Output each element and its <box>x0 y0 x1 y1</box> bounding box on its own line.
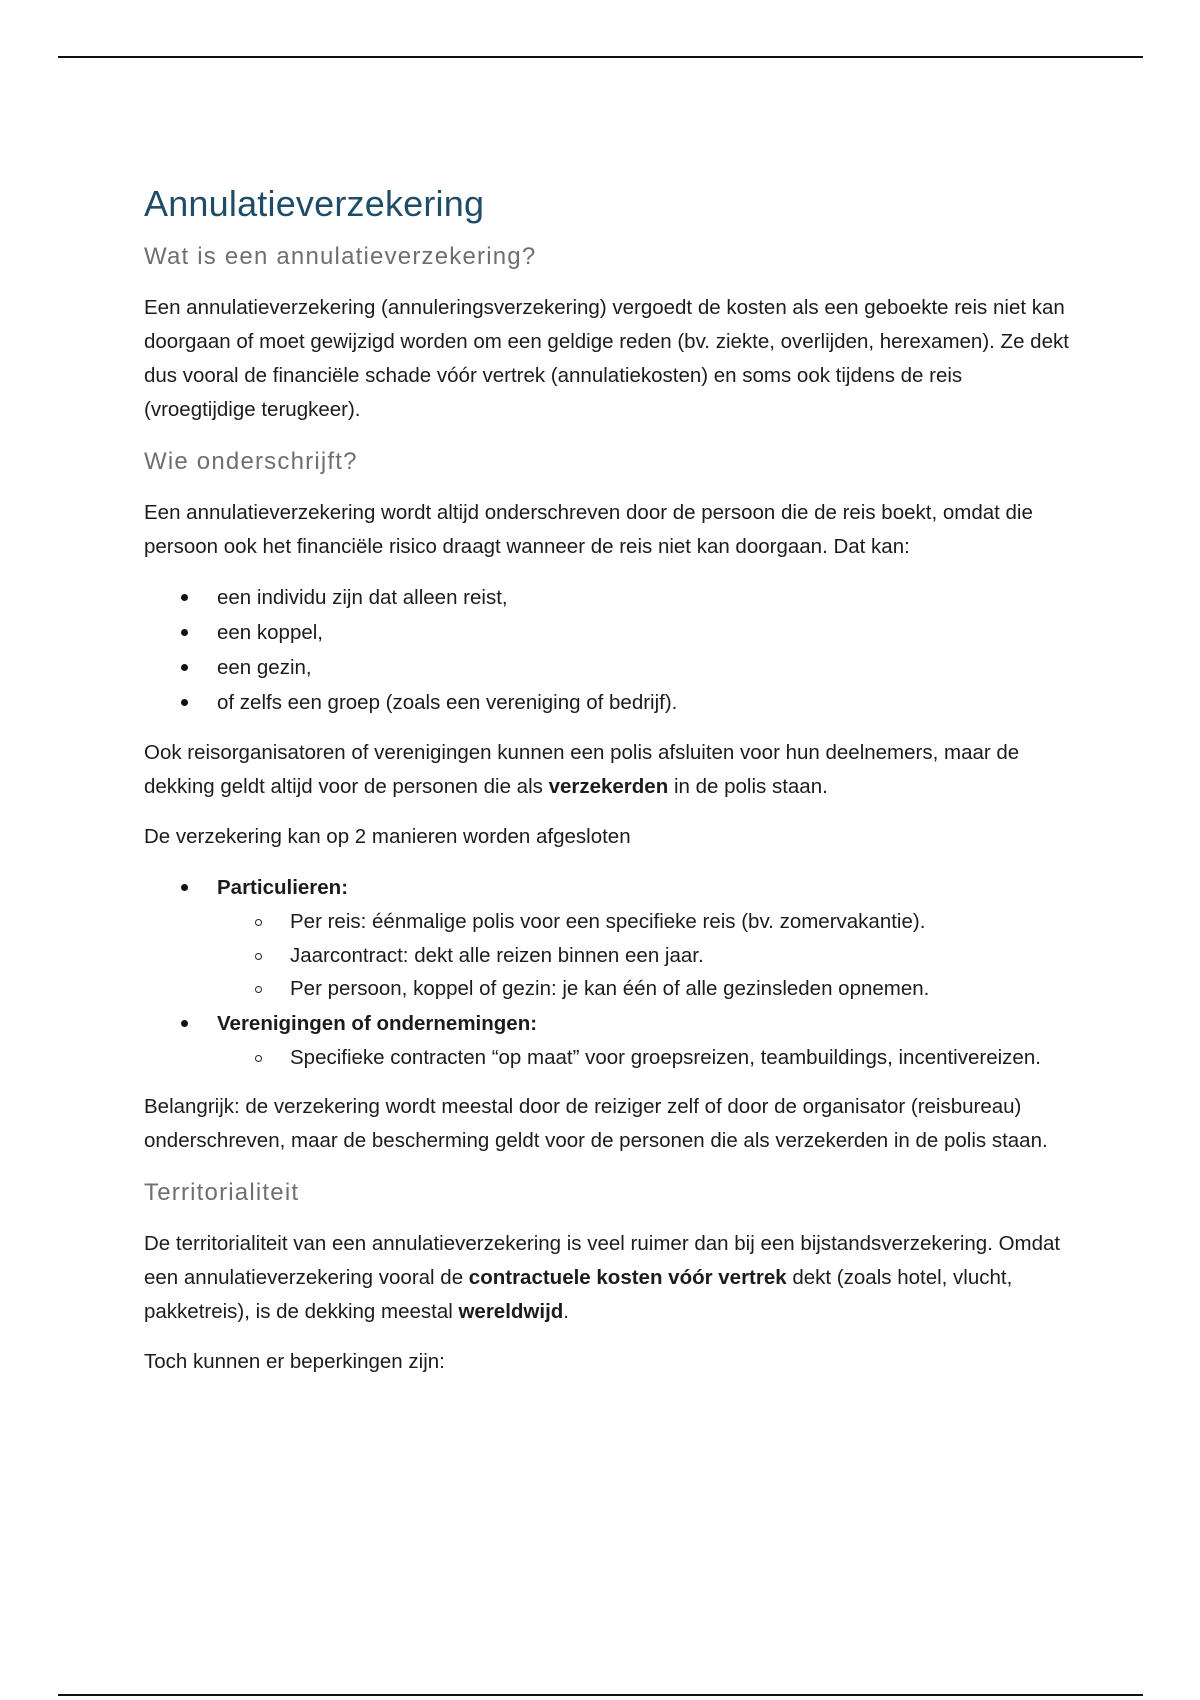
bullet-icon <box>181 594 188 601</box>
sub-list-item: Jaarcontract: dekt alle reizen binnen een jaar. <box>217 939 1074 973</box>
list-item <box>144 1006 1074 1075</box>
sub-list-item: Per persoon, koppel of gezin: je kan één of alle gezinsleden opnemen. <box>217 972 1074 1006</box>
paragraph-limitations: Toch kunnen er beperkingen zijn: <box>144 1350 445 1373</box>
bullet-icon <box>181 699 188 706</box>
paragraph-ways: De verzekering kan op 2 manieren worden afgesloten <box>144 825 631 848</box>
bullet-icon <box>181 1020 188 1027</box>
paragraph-who-intro: Een annulatieverzekering wordt altijd onderschreven door de persoon die de reis boekt, omdat die persoon ook het financiële risico draagt wanneer de reis niet kan doorgaan. Dat kan: <box>144 501 1033 558</box>
sub-list <box>217 1041 1074 1075</box>
list-item: een gezin, <box>144 650 1074 685</box>
section-heading-what: Wat is een annulatieverzekering? <box>144 243 537 270</box>
list-item-label: Particulieren: <box>217 876 349 899</box>
circle-bullet-icon <box>255 1055 262 1062</box>
list-item: een koppel, <box>144 615 1074 650</box>
bullet-icon <box>181 629 188 636</box>
paragraph-territoriality: De territorialiteit van een annulatieverzekering is veel ruimer dan bij een bijstandsverzekering. Omdat een annulatieverzekering vooral de contractuele kosten vóór vertrek dekt (zoals hotel, vlucht, pakketreis), is de dekking meestal wereldwijd. <box>144 1232 1061 1323</box>
paragraph-definition: Een annulatieverzekering (annuleringsverzekering) vergoedt de kosten als een geboekte reis niet kan doorgaan of moet gewijzigd worden om een geldige reden (bv. ziekte, overlijden, herexamen). Ze dekt dus vooral de financiële schade vóór vertrek (annulatiekosten) en soms ook tijdens de reis (vroegtijdige terugkeer). <box>144 296 1069 421</box>
sub-list <box>217 905 1074 1006</box>
contract-types-list <box>144 870 1074 1074</box>
list-item-label: Verenigingen of ondernemingen: <box>217 1011 538 1035</box>
paragraph-important: Belangrijk: de verzekering wordt meestal door de reiziger zelf of door de organisator (reisbureau) onderschreven, maar de bescherming geldt voor de personen die als verzekerden in de polis staan. <box>144 1095 1048 1152</box>
list-item: of zelfs een groep (zoals een vereniging of bedrijf). <box>144 685 1074 720</box>
paragraph-organisers: Ook reisorganisatoren of verenigingen kunnen een polis afsluiten voor hun deelnemers, maar de dekking geldt altijd voor de personen die als verzekerden in de polis staan. <box>144 741 1020 798</box>
circle-bullet-icon <box>255 919 262 926</box>
sub-list-item: Specifieke contracten “op maat” voor groepsreizen, teambuildings, incentivereizen. <box>217 1041 1074 1075</box>
sub-list-item: Per reis: éénmalige polis voor een specifieke reis (bv. zomervakantie). <box>217 905 1074 939</box>
list-item <box>144 870 1074 1006</box>
document-body <box>144 182 1074 1379</box>
circle-bullet-icon <box>255 986 262 993</box>
list-item: een individu zijn dat alleen reist, <box>144 580 1074 615</box>
section-heading-territoriality: Territorialiteit <box>144 1179 300 1206</box>
section-heading-who: Wie onderschrijft? <box>144 448 358 475</box>
circle-bullet-icon <box>255 953 262 960</box>
bottom-rule <box>58 1694 1143 1696</box>
bullet-icon <box>181 664 188 671</box>
policyholder-list <box>144 580 1074 720</box>
bullet-icon <box>181 884 188 891</box>
page-title: Annulatieverzekering <box>144 183 485 224</box>
top-rule <box>58 56 1143 58</box>
